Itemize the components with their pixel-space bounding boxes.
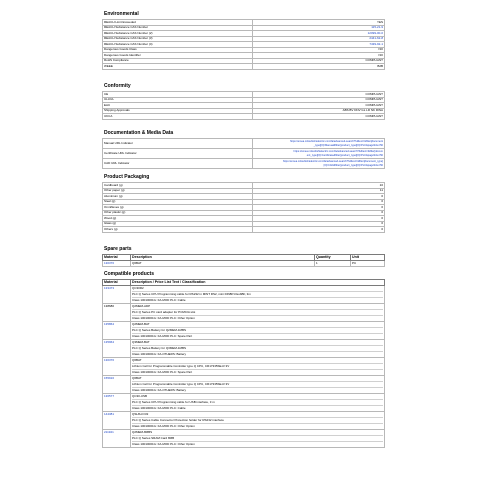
environmental-title: Environmental xyxy=(104,11,139,17)
packaging-label: Other paper (g) xyxy=(103,188,253,194)
conformity-label: UL/cUL xyxy=(103,97,253,103)
packaging-value: 11 xyxy=(253,188,385,194)
compatible-product-row xyxy=(103,394,385,412)
conformity-label: EAC xyxy=(103,103,253,109)
packaging-label: Glass (g) xyxy=(103,221,253,227)
compatible-product-text-line: QC30R2 xyxy=(132,286,383,292)
compatible-product-text-line: PLC Q Series Battery for Q3MEM-1MBS xyxy=(132,346,383,352)
environmental-label: RoHS Compliance xyxy=(103,58,253,64)
compatible-product-text-line: PLC Q Series SRAM Card 8MB xyxy=(132,436,383,442)
conformity-value: COMPLIANT xyxy=(253,114,385,120)
documentation-url-line[interactable]: https://emea.mitsubishielectric.com/fa/advanced-search?fulltext=&filter[docum xyxy=(293,150,383,154)
packaging-row xyxy=(103,227,385,233)
packaging-label: Other plastic (g) xyxy=(103,210,253,216)
spare-header-unit: Unit xyxy=(351,255,385,261)
conformity-label: UKCA xyxy=(103,114,253,120)
packaging-label: Aluminium (g) xyxy=(103,194,253,200)
conformity-label: Shipping Approvals xyxy=(103,108,253,114)
packaging-value: 0 xyxy=(253,199,385,205)
packaging-label: Wood (g) xyxy=(103,216,253,222)
compatible-product-text-line: Class 10010001G: FA-MOD PLC: Other Option xyxy=(132,316,195,320)
spare-parts-section xyxy=(102,246,384,267)
spare-part-unit: PC xyxy=(351,261,385,267)
environmental-value: COMPLIANT xyxy=(253,58,385,64)
compatible-product-text-line: PLC Q Series Cable Connector Protection holder for RS232 interface xyxy=(132,418,383,424)
compatible-product-text-line: PLC Q Series CPU Programming cable for RS232 in MINT RS2, mini DIN8P-DsubBF, 3m xyxy=(132,292,383,298)
compatible-product-description xyxy=(131,412,385,430)
environmental-label: REACH Substance CAS Number (4) xyxy=(103,42,253,48)
compatible-product-text-line: Q6BAT xyxy=(132,358,383,364)
packaging-value: 0 xyxy=(253,221,385,227)
packaging-label: Omniflexes (g) xyxy=(103,205,253,211)
compatible-product-description xyxy=(131,322,385,340)
documentation-table xyxy=(102,138,385,169)
compatible-product-material[interactable]: 144381 xyxy=(103,412,131,430)
spare-part-row xyxy=(103,261,385,267)
compatible-product-description xyxy=(131,430,385,448)
compatible-product-text-line: PLC Q Series Battery for Q2MEM-1MBS xyxy=(132,328,383,334)
compatible-product-description xyxy=(131,340,385,358)
documentation-url-line[interactable]: ent_type][0]=Certificate&filter[product_type][0]=PLC&pageSize=50 xyxy=(306,153,383,157)
environmental-label: REACH Substance CAS Number (3) xyxy=(103,36,253,42)
documentation-url-line[interactable]: https://emea.mitsubishielectric.com/fa/advanced-search?fulltext=&filter[document_type] xyxy=(282,160,383,164)
conformity-value: ABS BV DNV GL LR NK RINA xyxy=(253,108,385,114)
environmental-section xyxy=(102,11,384,70)
compatible-product-text-line: Class 10010001G: FA-MOD PLC: Cable xyxy=(132,406,186,410)
compatible-product-text-line: PLC Q Series PC card adapter for PCMCIA slot xyxy=(132,310,383,316)
conformity-label: CE xyxy=(103,92,253,98)
compatible-product-text-line: Q2MEM-8MBS xyxy=(132,430,383,436)
compatible-products-title: Compatible products xyxy=(104,271,155,277)
compatible-product-text-line: Class 10010001G: FA-MOD PLC: Other Option xyxy=(132,424,195,428)
packaging-value: 10 xyxy=(253,183,385,189)
compatible-header-material: Material xyxy=(103,280,131,286)
documentation-url-line[interactable]: _type][0]=Manual&filter[product_type][0]=PLC&pageSize=50 xyxy=(313,143,383,147)
environmental-label: Dangerous Goods Class xyxy=(103,47,253,53)
compatible-product-text-line: Class 10010001G: FA-OTHERS: Battery xyxy=(132,388,187,392)
documentation-label: Certificate URL Indicator xyxy=(103,149,253,159)
environmental-value: B2B xyxy=(253,64,385,70)
compatible-product-text-line: QC30-USB xyxy=(132,394,383,400)
compatible-product-text-line: Lithium Cell for Programmable Controller type Q CPU, CR17335SE-R 3V xyxy=(132,382,383,388)
environmental-label: Dangerous Goods Identifier xyxy=(103,53,253,59)
compatible-product-text-line: Class 10010001G: FA-MOD PLC: Other Option xyxy=(132,442,195,446)
documentation-label: Manual URL Indicator xyxy=(103,139,253,149)
compatible-product-description xyxy=(131,394,385,412)
compatible-product-material[interactable]: 136577 xyxy=(103,394,131,412)
environmental-row xyxy=(103,64,385,70)
spare-part-material[interactable]: 130376 xyxy=(103,261,131,267)
spare-parts-title: Spare parts xyxy=(104,246,132,252)
packaging-label: Cardboard (g) xyxy=(103,183,253,189)
compatible-product-row xyxy=(103,304,385,322)
compatible-product-text-line: QSHS-D R2 xyxy=(132,412,383,418)
compatible-product-description xyxy=(131,286,385,304)
compatible-product-row xyxy=(103,340,385,358)
conformity-title: Conformity xyxy=(104,83,131,89)
spare-header-description: Description xyxy=(131,255,315,261)
compatible-product-material[interactable]: 211921 xyxy=(103,430,131,448)
spare-parts-table xyxy=(102,254,385,267)
documentation-section xyxy=(102,130,384,169)
compatible-product-row xyxy=(103,430,385,448)
compatible-product-text-line: Lithium Cell for Programmable Controller type Q CPU, CR17335SE-R 3V xyxy=(132,364,383,370)
compatible-product-material[interactable]: 133473 xyxy=(103,286,131,304)
spare-header-material: Material xyxy=(103,255,131,261)
environmental-label: REACH Limit Exceeded xyxy=(103,20,253,26)
spare-part-quantity: 1 xyxy=(315,261,351,267)
compatible-product-text-line: Q6BAT xyxy=(132,376,383,382)
environmental-value: NO xyxy=(253,47,385,53)
compatible-product-row xyxy=(103,286,385,304)
packaging-value: 0 xyxy=(253,216,385,222)
compatible-product-text-line: PLC Q Series CPU Programming cable for USB interface, 3 m xyxy=(132,400,383,406)
spare-part-description: Q6BAT xyxy=(131,261,315,267)
documentation-row xyxy=(103,139,385,149)
environmental-label: REACH Substance CAS Number (2) xyxy=(103,31,253,37)
compatible-product-text-line: Class 10010001G: FA-MOD PLC: Spare Part xyxy=(132,370,193,374)
compatible-product-material: 138680 xyxy=(103,304,131,322)
packaging-title: Product Packaging xyxy=(104,174,150,180)
documentation-url-link[interactable] xyxy=(253,139,385,149)
compatible-product-material[interactable]: 135964 xyxy=(103,340,131,358)
environmental-value[interactable]: 12099-00-0 xyxy=(253,31,385,37)
compatible-product-material[interactable]: 130376 xyxy=(103,358,131,376)
packaging-value: 0 xyxy=(253,205,385,211)
environmental-value: YES xyxy=(253,20,385,26)
environmental-value[interactable]: 7439-92-1 xyxy=(253,42,385,48)
conformity-row xyxy=(103,114,385,120)
compatible-product-material[interactable]: 135864 xyxy=(103,322,131,340)
compatible-product-text-line: Q3MEM-BAT xyxy=(132,340,383,346)
documentation-url-link[interactable] xyxy=(253,159,385,169)
conformity-value: COMPLIANT xyxy=(253,92,385,98)
packaging-value: 0 xyxy=(253,227,385,233)
packaging-value: 0 xyxy=(253,210,385,216)
environmental-value[interactable]: 2441-62-8 xyxy=(253,36,385,42)
packaging-value: 0 xyxy=(253,194,385,200)
environmental-label: WEEE xyxy=(103,64,253,70)
compatible-product-text-line: Q2MEM-BAT xyxy=(132,322,383,328)
compatible-product-text-line: Class 10010001G: FA-MOD PLC: Cable xyxy=(132,298,186,302)
compatible-product-description xyxy=(131,304,385,322)
conformity-section xyxy=(102,83,384,120)
documentation-url-line[interactable]: https://emea.mitsubishielectric.com/fa/advanced-search?fulltext=&filter[document xyxy=(289,140,383,144)
compatible-product-text-line: Q2MEM-ADP xyxy=(132,304,383,310)
conformity-table xyxy=(102,91,385,120)
conformity-value: COMPLIANT xyxy=(253,103,385,109)
documentation-title: Documentation & Media Data xyxy=(104,130,174,136)
environmental-value[interactable]: 115-21-9 xyxy=(253,25,385,31)
compatible-product-description xyxy=(131,376,385,394)
compatible-product-text-line: Class 10010001G: FA-MOD PLC: Spare Part xyxy=(132,334,193,338)
environmental-value: NO xyxy=(253,53,385,59)
compatible-product-row xyxy=(103,322,385,340)
compatible-product-row xyxy=(103,376,385,394)
compatible-products-table xyxy=(102,279,385,448)
environmental-label: REACH Substance CAS Number xyxy=(103,25,253,31)
compatible-product-row xyxy=(103,358,385,376)
spare-header-quantity: Quantity xyxy=(315,255,351,261)
compatible-products-section xyxy=(102,271,384,448)
compatible-header-description: Description / Price List Text / Classification xyxy=(131,280,385,286)
documentation-label: CAD URL Indicator xyxy=(103,159,253,169)
packaging-table xyxy=(102,182,385,233)
compatible-product-row xyxy=(103,412,385,430)
compatible-product-description xyxy=(131,358,385,376)
packaging-section xyxy=(102,174,384,233)
compatible-product-text-line: Class 10010001G: FA-OTHERS: Battery xyxy=(132,352,187,356)
compatible-product-material[interactable]: 155916 xyxy=(103,376,131,394)
conformity-value: COMPLIANT xyxy=(253,97,385,103)
packaging-label: Steel (g) xyxy=(103,199,253,205)
documentation-row xyxy=(103,149,385,159)
documentation-url-link[interactable] xyxy=(253,149,385,159)
environmental-table xyxy=(102,19,385,70)
documentation-url-line[interactable]: [0]=CAD&filter[product_type][0]=PLC&pageSize=50 xyxy=(323,163,383,167)
documentation-row xyxy=(103,159,385,169)
packaging-label: Others (g) xyxy=(103,227,253,233)
